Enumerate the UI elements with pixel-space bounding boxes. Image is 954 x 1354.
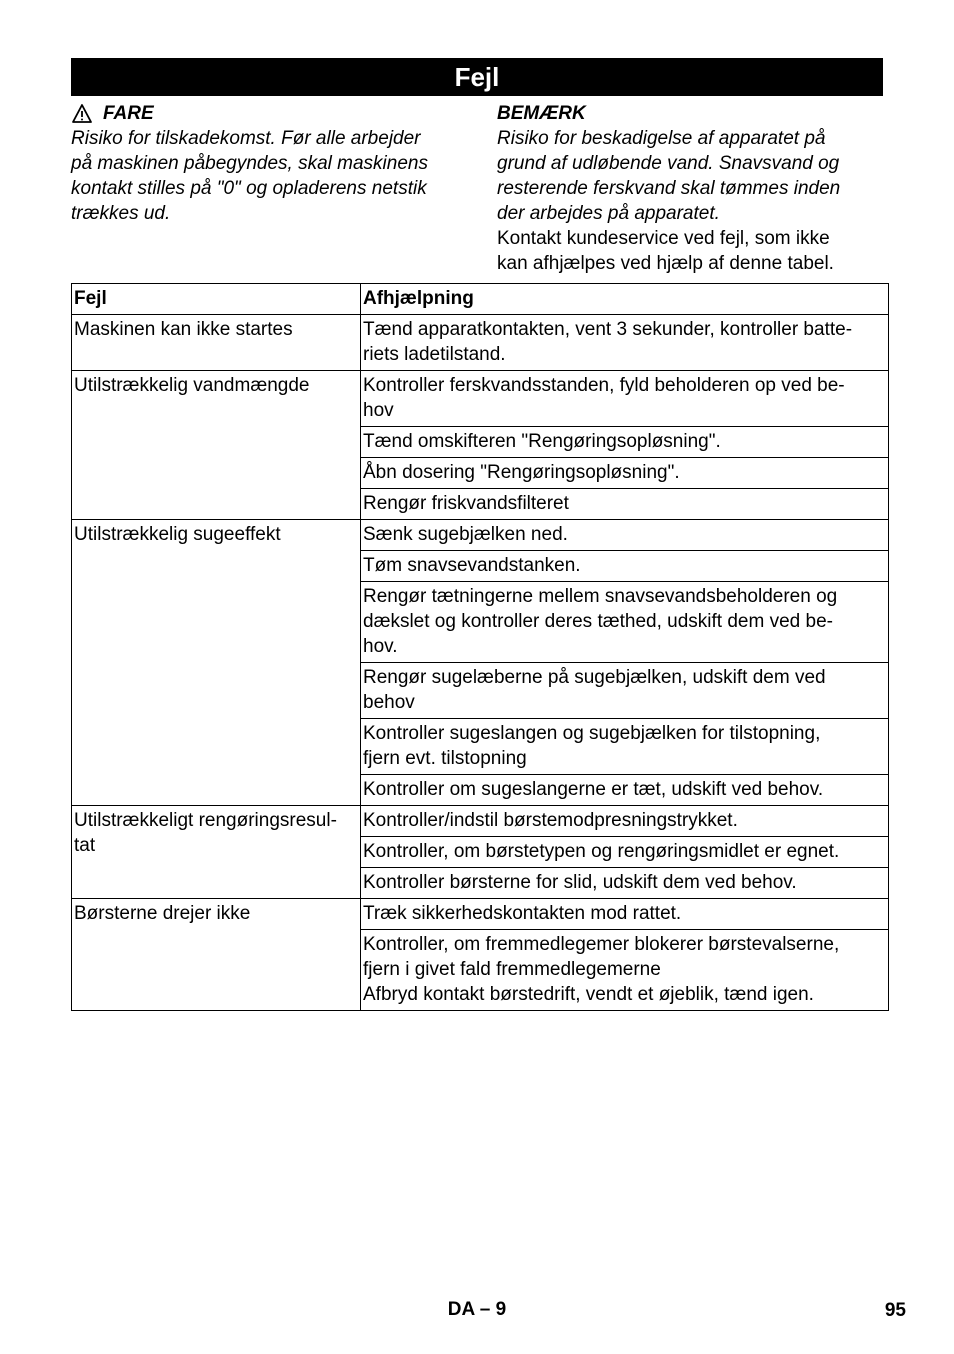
fault-cell — [72, 520, 361, 806]
remedy-text-line: Rengør friskvandsfilteret — [363, 493, 569, 514]
fault-text-line: Utilstrækkelig vandmængde — [74, 375, 310, 396]
remedy-text-line: fjern i givet fald fremmedlegemerne — [363, 959, 661, 980]
fault-text-line: Børsterne drejer ikke — [74, 903, 251, 924]
remedy-cell — [361, 775, 889, 806]
note-italic-line: resterende ferskvand skal tømmes inden — [497, 178, 841, 199]
danger-text-line: kontakt stilles på "0" og opladerens netstik — [71, 178, 427, 199]
fault-text-line: Utilstrækkelig sugeeffekt — [74, 524, 281, 545]
fault-table — [71, 283, 889, 1011]
remedy-cell — [361, 315, 889, 371]
remedy-cell — [361, 806, 889, 837]
remedy-cell — [361, 551, 889, 582]
remedy-text-line: Afbryd kontakt børstedrift, vendt et øjeblik, tænd igen. — [363, 984, 814, 1005]
danger-heading: FARE — [103, 103, 154, 124]
table-header-row — [72, 284, 889, 315]
remedy-cell — [361, 930, 889, 1011]
remedy-text-line: fjern evt. tilstopning — [363, 748, 527, 769]
remedy-text-line: Kontroller/indstil børstemodpresningstrykket. — [363, 810, 738, 831]
remedy-text-line: Tøm snavsevandstanken. — [363, 555, 581, 576]
note-notice — [497, 101, 897, 276]
fault-text-line: tat — [74, 835, 96, 856]
remedy-text-line: Rengør tætningerne mellem snavsevandsbeholderen og — [363, 586, 838, 607]
remedy-text-line: Rengør sugelæberne på sugebjælken, udskift dem ved — [363, 667, 826, 688]
remedy-cell — [361, 837, 889, 868]
remedy-cell — [361, 489, 889, 520]
remedy-text-line: behov — [363, 692, 415, 713]
remedy-cell — [361, 458, 889, 489]
remedy-cell — [361, 427, 889, 458]
remedy-cell — [361, 520, 889, 551]
remedy-text-line: dækslet og kontroller deres tæthed, udskift dem ved be- — [363, 611, 833, 632]
note-heading: BEMÆRK — [497, 103, 586, 124]
remedy-text-line: riets ladetilstand. — [363, 344, 506, 365]
table-row — [72, 520, 889, 551]
table-body — [72, 315, 889, 1011]
footer-section: DA – 9 — [447, 1299, 507, 1320]
fault-cell — [72, 371, 361, 520]
danger-heading-row — [71, 101, 471, 126]
fault-cell — [72, 315, 361, 371]
danger-notice — [71, 101, 471, 226]
remedy-cell — [361, 663, 889, 719]
remedy-cell — [361, 582, 889, 663]
header-remedy: Afhjælpning — [361, 284, 889, 315]
fault-text-line: Maskinen kan ikke startes — [74, 319, 293, 340]
remedy-text-line: Åbn dosering "Rengøringsopløsning". — [363, 462, 680, 483]
remedy-text-line: Tænd apparatkontakten, vent 3 sekunder, kontroller batte- — [363, 319, 853, 340]
danger-text — [71, 126, 471, 226]
note-italic-line: grund af udløbende vand. Snavsvand og — [497, 153, 840, 174]
note-italic-text — [497, 126, 897, 226]
table-row — [72, 371, 889, 427]
remedy-text-line: Træk sikkerhedskontakten mod rattet. — [363, 903, 682, 924]
header-fault: Fejl — [72, 284, 361, 315]
remedy-text-line: hov. — [363, 636, 398, 657]
fault-cell — [72, 899, 361, 1011]
remedy-cell — [361, 371, 889, 427]
table-row — [72, 899, 889, 930]
remedy-text-line: hov — [363, 400, 394, 421]
danger-text-line: Risiko for tilskadekomst. Før alle arbejder — [71, 128, 421, 149]
remedy-text-line: Sænk sugebjælken ned. — [363, 524, 568, 545]
remedy-text-line: Kontroller ferskvandsstanden, fyld beholderen op ved be- — [363, 375, 845, 396]
fault-text-line: Utilstrækkeligt rengøringsresul- — [74, 810, 337, 831]
page-number: 95 — [884, 1300, 906, 1321]
remedy-text-line: Kontroller om sugeslangerne er tæt, udskift ved behov. — [363, 779, 824, 800]
remedy-cell — [361, 899, 889, 930]
remedy-text-line: Tænd omskifteren "Rengøringsopløsning". — [363, 431, 721, 452]
remedy-text-line: Kontroller, om fremmedlegemer blokerer børstevalserne, — [363, 934, 840, 955]
remedy-text-line: Kontroller sugeslangen og sugebjælken for tilstopning, — [363, 723, 821, 744]
remedy-cell — [361, 868, 889, 899]
note-italic-line: der arbejdes på apparatet. — [497, 203, 720, 224]
note-normal-text — [497, 226, 897, 276]
danger-text-line: på maskinen påbegyndes, skal maskinens — [71, 153, 428, 174]
note-text-line: Kontakt kundeservice ved fejl, som ikke — [497, 228, 830, 249]
fault-cell — [72, 806, 361, 899]
table-row — [72, 315, 889, 371]
section-title: Fejl — [71, 58, 883, 96]
warning-triangle-icon — [71, 103, 93, 125]
remedy-text-line: Kontroller børsterne for slid, udskift dem ved behov. — [363, 872, 797, 893]
note-italic-line: Risiko for beskadigelse af apparatet på — [497, 128, 826, 149]
table-row — [72, 806, 889, 837]
remedy-cell — [361, 719, 889, 775]
remedy-text-line: Kontroller, om børstetypen og rengøringsmidlet er egnet. — [363, 841, 840, 862]
danger-text-line: trækkes ud. — [71, 203, 171, 224]
note-text-line: kan afhjælpes ved hjælp af denne tabel. — [497, 253, 834, 274]
